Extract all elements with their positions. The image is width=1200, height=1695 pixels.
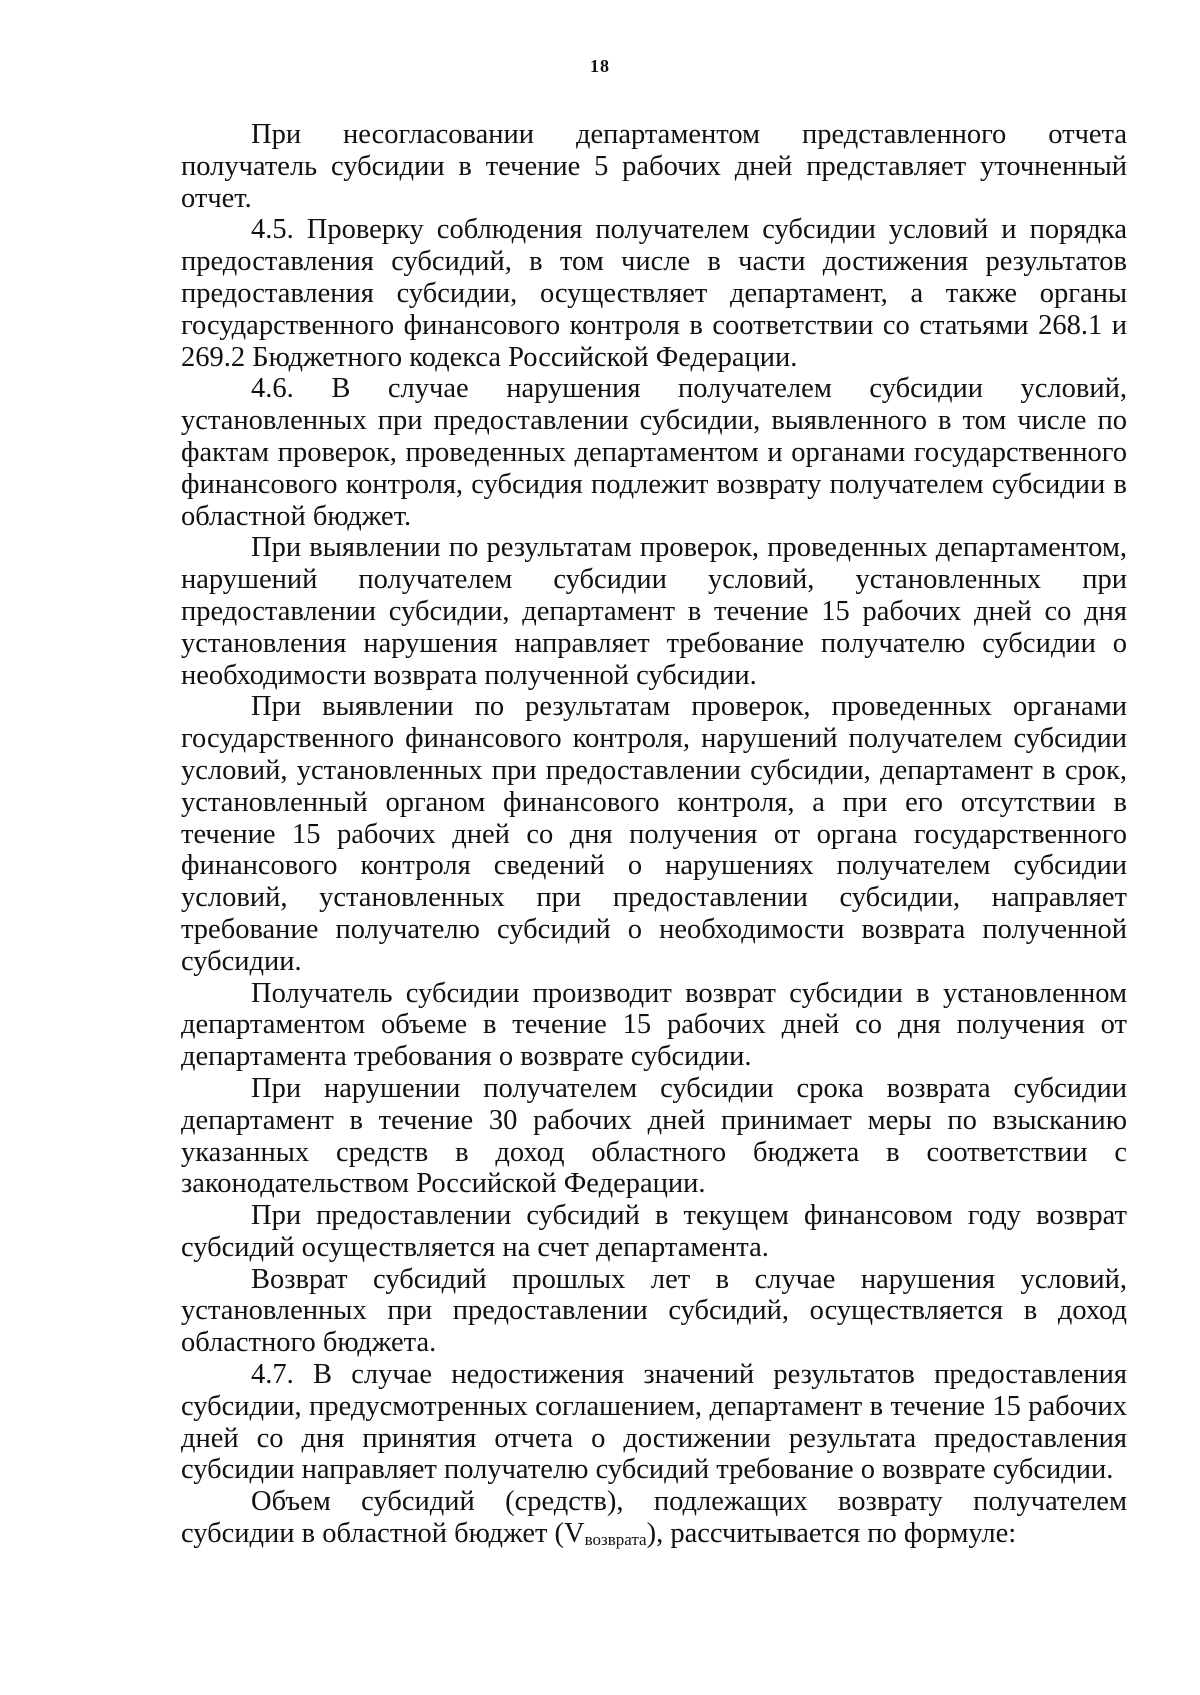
document-body	[181, 119, 1127, 1550]
paragraph-financial-control-inspection: При выявлении по результатам проверок, проведенных органами государственного финансового контроля, нарушений получателем субсидии условий, установленных при предоставлении субсидии, департамент в срок, установленный органом финансового контроля, а при его отсутствии в течение 15 рабочих дней со дня получения от органа государственного финансового контроля сведений о нарушениях получателем субсидии условий, установленных при предоставлении субсидии, направляет требование получателю субсидий о необходимости возврата полученной субсидии.	[181, 691, 1127, 977]
paragraph-current-year-return: При предоставлении субсидий в текущем финансовом году возврат субсидий осуществляется на счет департамента.	[181, 1200, 1127, 1263]
paragraph-4-7-results-not-achieved: 4.7. В случае недостижения значений результатов предоставления субсидии, предусмотренных соглашением, департамент в течение 15 рабочих дней со дня принятия отчета о достижении результата предоставления субсидии направляет получателю субсидий требование о возврате субсидии.	[181, 1359, 1127, 1486]
page-number: 18	[590, 56, 610, 76]
paragraph-4-5-compliance-check: 4.5. Проверку соблюдения получателем субсидии условий и порядка предоставления субсидий, в том числе в части достижения результатов предоставления субсидии, осуществляет департамент, а также органы государственного финансового контроля в соответствии со статьями 268.1 и 269.2 Бюджетного кодекса Российской Федерации.	[181, 214, 1127, 373]
paragraph-report-resubmission: При несогласовании департаментом представленного отчета получатель субсидии в течение 5 рабочих дней представляет уточненный отчет.	[181, 119, 1127, 214]
formula-intro-tail: ), рассчитывается по формуле:	[646, 1518, 1017, 1550]
paragraph-4-6-violation-return: 4.6. В случае нарушения получателем субсидии условий, установленных при предоставлении субсидии, выявленного в том числе по фактам проверок, проведенных департаментом и органами государственного финансового контроля, субсидия подлежит возврату получателем субсидии в областной бюджет.	[181, 373, 1127, 532]
formula-intro-text: Объем субсидий (средств), подлежащих возврату получателем субсидии в областной бюджет (V	[181, 1486, 1127, 1550]
paragraph-department-inspection: При выявлении по результатам проверок, проведенных департаментом, нарушений получателем субсидии условий, установленных при предоставлении субсидии, департамент в течение 15 рабочих дней со дня установления нарушения направляет требование получателю субсидии о необходимости возврата полученной субсидии.	[181, 532, 1127, 691]
paragraph-previous-years-return: Возврат субсидий прошлых лет в случае нарушения условий, установленных при предоставлении субсидий, осуществляется в доход областного бюджета.	[181, 1263, 1127, 1359]
paragraph-return-term: Получатель субсидии производит возврат субсидии в установленном департаментом объеме в течение 15 рабочих дней со дня получения от департамента требования о возврате субсидии.	[181, 977, 1127, 1073]
formula-subscript: возврата	[584, 1530, 647, 1550]
paragraph-return-volume-formula	[181, 1486, 1127, 1550]
paragraph-recovery-measures: При нарушении получателем субсидии срока возврата субсидии департамент в течение 30 рабочих дней принимает меры по взысканию указанных средств в доход областного бюджета в соответствии с законодательством Российской Федерации.	[181, 1072, 1127, 1200]
